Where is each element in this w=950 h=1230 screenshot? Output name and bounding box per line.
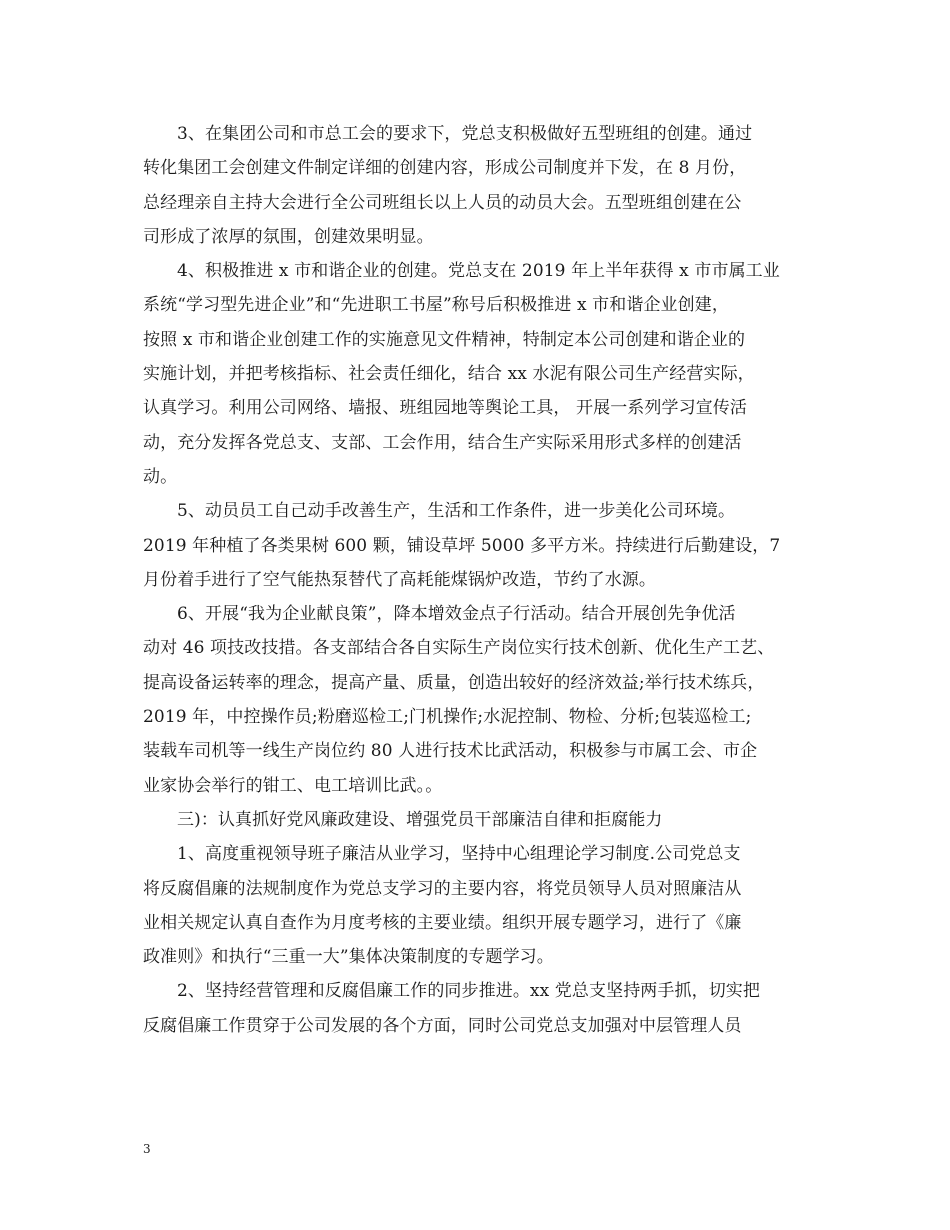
text-line: 6、开展“我为企业献良策”，降本增效金点子行活动。结合开展创先争优活	[177, 604, 736, 625]
text-line: 动，充分发挥各党总支、支部、工会作用，结合生产实际采用形式多样的创建活	[143, 432, 742, 453]
page-number: 3	[143, 1142, 151, 1156]
text-line: 业家协会举行的钳工、电工培训比武。。	[143, 775, 443, 796]
text-line: 装载车司机等一线生产岗位约 80 人进行技术比武活动，积极参与市属工会、市企	[143, 741, 758, 762]
text-line: 提高设备运转率的理念，提高产量、质量，创造出较好的经济效益;举行技术练兵，	[143, 672, 765, 693]
paragraph-management-sync	[143, 974, 815, 1043]
text-line: 三)：认真抓好党风廉政建设、增强党员干部廉洁自律和拒腐能力	[177, 809, 663, 830]
text-line: 将反腐倡廉的法规制度作为党总支学习的主要内容，将党员领导人员对照廉洁从	[143, 878, 742, 899]
text-line: 转化集团工会创建文件制定详细的创建内容，形成公司制度并下发，在 8 月份，	[143, 158, 747, 179]
paragraph-leadership-study	[143, 837, 815, 974]
document-body	[143, 117, 815, 1043]
paragraph-harmonious-enterprise	[143, 254, 815, 494]
text-line: 4、积极推进 x 市和谐企业的创建。党总支在 2019 年上半年获得 x 市市属工业	[177, 261, 780, 282]
text-line: 月份着手进行了空气能热泵替代了高耗能煤锅炉改造，节约了水源。	[143, 569, 656, 590]
text-line: 认真学习。利用公司网络、墙报、班组园地等舆论工具， 开展一系列学习宣传活	[143, 398, 748, 419]
text-line: 司形成了浓厚的氛围，创建效果明显。	[143, 226, 434, 247]
text-line: 反腐倡廉工作贯穿于公司发展的各个方面，同时公司党总支加强对中层管理人员	[143, 1015, 742, 1036]
text-line: 系统“学习型先进企业”和“先进职工书屋”称号后积极推进 x 市和谐企业创建，	[143, 295, 729, 316]
paragraph-environment	[143, 494, 815, 597]
text-line: 业相关规定认真自查作为月度考核的主要业绩。组织开展专题学习，进行了《廉	[143, 912, 742, 933]
text-line: 政准则》和执行“三重一大”集体决策制度的专题学习。	[143, 947, 554, 968]
text-line: 2019 年，中控操作员;粉磨巡检工;门机操作;水泥控制、物检、分析;包装巡检工;	[143, 707, 752, 728]
paragraph-five-type-teams	[143, 117, 815, 254]
text-line: 动对 46 项技改技措。各支部结合各自实际生产岗位实行技术创新、优化生产工艺、	[143, 638, 775, 659]
text-line: 2、坚持经营管理和反腐倡廉工作的同步推进。xx 党总支坚持两手抓，切实把	[177, 981, 760, 1002]
text-line: 实施计划，并把考核指标、社会责任细化，结合 xx 水泥有限公司生产经营实际，	[143, 364, 755, 385]
text-line: 2019 年种植了各类果树 600 颗，铺设草坪 5000 多平方米。持续进行后勤建设，7	[143, 535, 781, 556]
text-line: 按照 x 市和谐企业创建工作的实施意见文件精神，特制定本公司创建和谐企业的	[143, 329, 746, 350]
text-line: 5、动员员工自己动手改善生产，生活和工作条件，进一步美化公司环境。	[177, 501, 736, 522]
text-line: 总经理亲自主持大会进行全公司班组长以上人员的动员大会。五型班组创建在公	[143, 192, 742, 213]
text-line: 3、在集团公司和市总工会的要求下，党总支积极做好五型班组的创建。通过	[177, 124, 753, 144]
text-line: 1、高度重视领导班子廉洁从业学习，坚持中心组理论学习制度.公司党总支	[177, 844, 741, 865]
text-line: 动。	[143, 466, 178, 487]
section-heading-integrity	[143, 803, 815, 837]
paragraph-good-ideas	[143, 597, 815, 803]
